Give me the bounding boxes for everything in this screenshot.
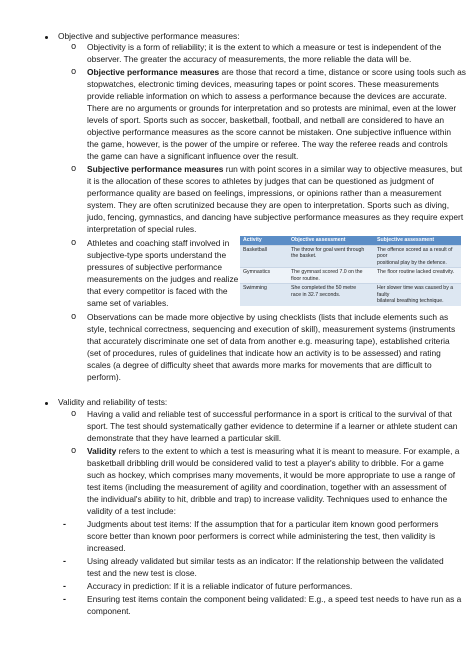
sub-bullet: o [71, 164, 77, 174]
sub-bullet: o [71, 446, 77, 456]
section-heading: Validity and reliability of tests: [58, 397, 168, 407]
sub-bullet: o [71, 42, 77, 52]
paragraph-text: run with point scores in a similar way to objective measures, but [223, 164, 463, 174]
sub-bullet: o [71, 67, 77, 77]
table-cell: Gymnastics [240, 268, 288, 284]
bold-term: Validity [87, 446, 117, 456]
paragraph-line: that every competitor is faced with the [87, 286, 228, 296]
paragraph-line: that accurately discriminate one set of data from another e.g. measuring tape), established criteria [87, 336, 450, 346]
paragraph-line: the individual's ability to hit, dribble and trap) to increase validity. Techniques used to enhance the [87, 494, 448, 504]
paragraph-line: measurements on the judges and realize [87, 274, 239, 284]
paragraph-line [87, 164, 462, 175]
paragraph-line: pressures of subjective performance [87, 262, 222, 272]
table-cell: The gymnast scored 7.0 on the floor routine. [288, 268, 374, 284]
paragraph-line: such as hockey, which comprises many movements, it would be more appropriate to use a range of [87, 470, 456, 480]
paragraph-line [87, 446, 459, 457]
table-row [240, 246, 461, 268]
paragraph-line: Observations can be made more objective by using checklists (lists that include elements such as [87, 312, 449, 322]
paragraph-line: test and the new test is close. [87, 568, 197, 578]
paragraph-line: increased. [87, 543, 126, 553]
paragraph-line: interpretation of special rules. [87, 224, 197, 234]
table-cell: Swimming [240, 284, 288, 306]
paragraph-line: Athletes and coaching staff involved in [87, 238, 230, 248]
table-row [240, 284, 461, 306]
column-header: Objective assessment [288, 236, 374, 246]
paragraph-line: observer. The greater the accuracy of measurements, the more reliable the data will be. [87, 54, 412, 64]
table-cell: She completed the 50 metre race in 32.7 seconds. [288, 284, 374, 306]
paragraph-line: There are no arguments or grounds for interpretation and so protests are minimal, even at the lower [87, 103, 457, 113]
paragraph-line: test items (including the measurement of agility and coordination, together with an assessment of [87, 482, 447, 492]
paragraph-text: refers to the extent to which a test is measuring what it is meant to measure. For example, a [116, 446, 460, 456]
bold-term: Subjective performance measures [87, 164, 224, 174]
paragraph-line: basketball dribbling drill would be considered valid to test a player's ability to dribble. For a game [87, 458, 444, 468]
paragraph-line: component. [87, 606, 131, 616]
table-cell: The throw for goal went through the basket. [288, 246, 374, 268]
paragraph-line: (set of procedures, rules of guidelines that indicate how an activity is to be assessed) and rating [87, 348, 441, 358]
paragraph-line: score better than known poor performers is correct while administering the test, then validity is [87, 531, 436, 541]
paragraph-line: the game can have a significant influence over the result. [87, 151, 299, 161]
paragraph-line [87, 67, 466, 78]
table-cell: Her slower time was caused by a faulty bilateral breathing technique. [374, 284, 461, 306]
paragraph-line: Judgments about test items: If the assumption that for a particular item known good performers [87, 519, 439, 529]
paragraph-line: sport. The test should systematically gather evidence to determine if a learner or athlete student can [87, 421, 458, 431]
assessment-table [240, 236, 461, 306]
sub-bullet: o [71, 409, 77, 419]
paragraph-line: stopwatches, electronic timing devices, measuring tapes or point scores. These measurements [87, 79, 439, 89]
table-header-row [240, 236, 461, 246]
paragraph-line: performance quality are based on feelings, impressions, or opinions rather than a measurement [87, 188, 442, 198]
paragraph-line: Having a valid and reliable test of successful performance in a sport is critical to the survival of that [87, 409, 452, 419]
paragraph-line: Accuracy in prediction: If it is a reliable indicator of future performances. [87, 581, 353, 591]
paragraph-line: style, technical correctness, sequencing and execution of skill), measurement systems (instruments [87, 324, 456, 334]
paragraph-line: system. They are often scrutinized because they are open to interpretation. Sports such as diving, [87, 200, 450, 210]
paragraph-line: judo, fencing, gymnastics, and dancing have subjective performance measures as they require expert [87, 212, 464, 222]
paragraph-line: levels of sport. Sports such as soccer, basketball, football, and netball are considered to have an [87, 115, 445, 125]
table-cell: Basketball [240, 246, 288, 268]
section-bullet [45, 402, 48, 405]
paragraph-line: scales (a degree of difficulty sheet that awards more marks for movements that are difficult to [87, 360, 432, 370]
sub-bullet: o [71, 312, 77, 322]
section-bullet [45, 36, 48, 39]
dash-bullet: - [63, 556, 66, 566]
table-cell: The floor routine lacked creativity. [374, 268, 461, 284]
paragraph-line: Objectivity is a form of reliability; it is the extent to which a measure or test is independent of the [87, 42, 442, 52]
paragraph-line: subjective-type sports understand the [87, 250, 227, 260]
paragraph-line: objective performance measures as the score cannot be mistaken. One subjective influence within [87, 127, 452, 137]
paragraph-line: same set of variables. [87, 298, 169, 308]
paragraph-line: perform). [87, 372, 121, 382]
section-heading: Objective and subjective performance measures: [58, 31, 240, 41]
table-cell: The offence scored as a result of poor positional play by the defence. [374, 246, 461, 268]
paragraph-text: are those that record a time, distance or score using tools such as [219, 67, 466, 77]
sub-bullet: o [71, 238, 77, 248]
paragraph-line: demonstrate that they have learned a particular skill. [87, 433, 282, 443]
bold-term: Objective performance measures [87, 67, 220, 77]
dash-bullet: - [63, 581, 66, 591]
paragraph-line: Using already validated but similar tests as an indicator: If the relationship between the validated [87, 556, 444, 566]
paragraph-line: it is the allocation of these scores to athletes by judges that can be questioned as judgment of [87, 176, 434, 186]
paragraph-line: the game, however, is the power of the umpire or referee. The way the referee reads and controls [87, 139, 448, 149]
paragraph-line: validity of a test include: [87, 506, 176, 516]
paragraph-line: Ensuring test items contain the component being validated: E.g., a speed test needs to have run as a [87, 594, 462, 604]
dash-bullet: - [63, 519, 66, 529]
column-header: Subjective assessment [374, 236, 461, 246]
dash-bullet: - [63, 594, 66, 604]
column-header: Activity [240, 236, 288, 246]
paragraph-line: provide reliable information on which to assess a performance because the devices are accurate. [87, 91, 447, 101]
table-row [240, 268, 461, 284]
